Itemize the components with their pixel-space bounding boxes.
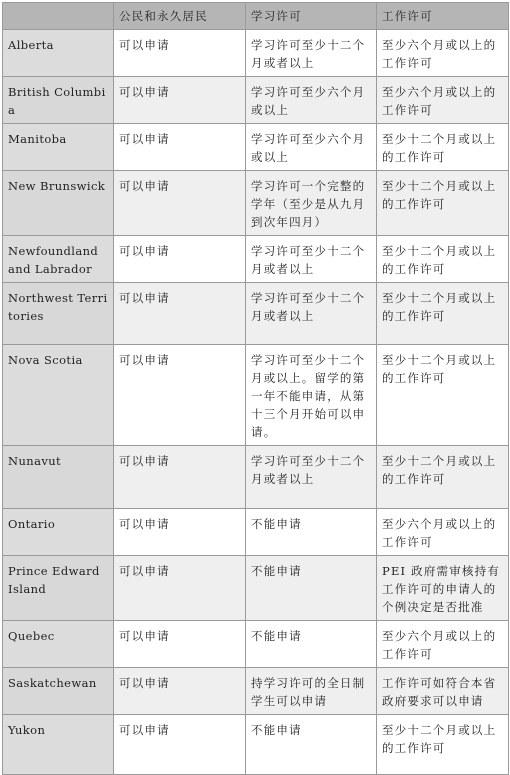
- table-row: [3, 236, 509, 283]
- study-permit-cell: 学习许可至少十二个月或者以上: [246, 446, 377, 509]
- work-permit-cell: 至少十二个月或以上的工作许可: [377, 345, 509, 446]
- table-row: [3, 171, 509, 236]
- eligibility-table: [2, 2, 509, 775]
- table-row: [3, 345, 509, 446]
- work-permit-cell: 至少十二个月或以上的工作许可: [377, 236, 509, 283]
- citizen-cell: 可以申请: [114, 171, 246, 236]
- province-cell: Nunavut: [3, 446, 114, 509]
- work-permit-cell: 工作许可如符合本省政府要求可以申请: [377, 668, 509, 715]
- province-cell: Newfoundland and Labrador: [3, 236, 114, 283]
- citizen-cell: 可以申请: [114, 345, 246, 446]
- province-cell: Nova Scotia: [3, 345, 114, 446]
- work-permit-cell: 至少十二个月或以上的工作许可: [377, 715, 509, 775]
- province-cell: Quebec: [3, 621, 114, 668]
- study-permit-cell: 不能申请: [246, 715, 377, 775]
- province-cell: Yukon: [3, 715, 114, 775]
- table-row: [3, 621, 509, 668]
- work-permit-cell: 至少十二个月或以上的工作许可: [377, 446, 509, 509]
- table-header-row: [3, 3, 509, 30]
- citizen-cell: 可以申请: [114, 30, 246, 77]
- province-cell: Saskatchewan: [3, 668, 114, 715]
- citizen-cell: 可以申请: [114, 236, 246, 283]
- province-cell: Manitoba: [3, 124, 114, 171]
- table-row: [3, 124, 509, 171]
- table-row: [3, 446, 509, 509]
- citizen-cell: 可以申请: [114, 446, 246, 509]
- province-cell: New Brunswick: [3, 171, 114, 236]
- province-cell: Alberta: [3, 30, 114, 77]
- study-permit-cell: 学习许可至少六个月或以上: [246, 124, 377, 171]
- work-permit-cell: 至少六个月或以上的工作许可: [377, 621, 509, 668]
- province-cell: Ontario: [3, 509, 114, 556]
- study-permit-cell: 学习许可至少十二个月或者以上: [246, 30, 377, 77]
- province-cell: Prince Edward Island: [3, 556, 114, 621]
- citizen-cell: 可以申请: [114, 621, 246, 668]
- table-row: [3, 509, 509, 556]
- work-permit-cell: 至少六个月或以上的工作许可: [377, 509, 509, 556]
- table-row: [3, 283, 509, 345]
- table-row: [3, 30, 509, 77]
- citizen-cell: 可以申请: [114, 77, 246, 124]
- header-citizen: 公民和永久居民: [114, 3, 246, 30]
- work-permit-cell: PEI 政府需审核持有工作许可的申请人的个例决定是否批准: [377, 556, 509, 621]
- study-permit-cell: 不能申请: [246, 556, 377, 621]
- province-cell: British Columbia: [3, 77, 114, 124]
- citizen-cell: 可以申请: [114, 509, 246, 556]
- header-study-permit: 学习许可: [246, 3, 377, 30]
- work-permit-cell: 至少十二个月或以上的工作许可: [377, 171, 509, 236]
- study-permit-cell: 不能申请: [246, 621, 377, 668]
- citizen-cell: 可以申请: [114, 668, 246, 715]
- study-permit-cell: 学习许可至少十二个月或以上。留学的第一年不能申请，从第十三个月开始可以申请。: [246, 345, 377, 446]
- work-permit-cell: 至少十二个月或以上的工作许可: [377, 124, 509, 171]
- study-permit-cell: 学习许可至少十二个月或者以上: [246, 236, 377, 283]
- citizen-cell: 可以申请: [114, 556, 246, 621]
- table-row: [3, 556, 509, 621]
- work-permit-cell: 至少六个月或以上的工作许可: [377, 30, 509, 77]
- table-row: [3, 715, 509, 775]
- study-permit-cell: 不能申请: [246, 509, 377, 556]
- work-permit-cell: 至少十二个月或以上的工作许可: [377, 283, 509, 345]
- study-permit-cell: 持学习许可的全日制学生可以申请: [246, 668, 377, 715]
- study-permit-cell: 学习许可一个完整的学年（至少是从九月到次年四月）: [246, 171, 377, 236]
- header-corner-cell: [3, 3, 114, 30]
- study-permit-cell: 学习许可至少十二个月或者以上: [246, 283, 377, 345]
- province-cell: Northwest Territories: [3, 283, 114, 345]
- citizen-cell: 可以申请: [114, 283, 246, 345]
- table-row: [3, 77, 509, 124]
- header-work-permit: 工作许可: [377, 3, 509, 30]
- table-row: [3, 668, 509, 715]
- study-permit-cell: 学习许可至少六个月或以上: [246, 77, 377, 124]
- eligibility-table-container: [2, 2, 508, 775]
- citizen-cell: 可以申请: [114, 715, 246, 775]
- work-permit-cell: 至少六个月或以上的工作许可: [377, 77, 509, 124]
- citizen-cell: 可以申请: [114, 124, 246, 171]
